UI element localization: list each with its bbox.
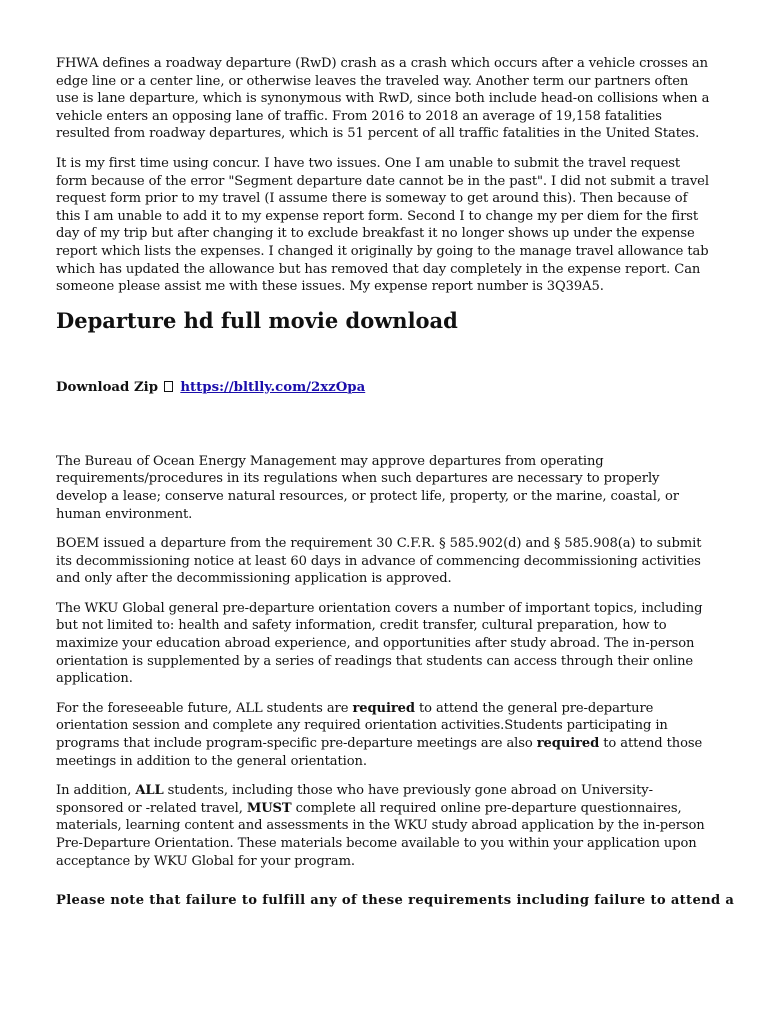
emphasis-required: required	[536, 736, 600, 752]
paragraph-online-requirements	[56, 782, 714, 870]
emphasis-must: MUST	[246, 800, 292, 816]
text-run: complete all required online pre-departure questionnaires, materials, learning content and assessments in the WKU study abroad application by the in-person Pre-Departure Orientation. These materials become available to you within your application upon acceptance by WKU Global for your program.	[56, 800, 705, 869]
spacer	[56, 397, 714, 453]
emphasis-required: required	[352, 700, 415, 716]
page-title: Departure hd full movie download	[56, 307, 458, 333]
paragraph-wku-orientation: The WKU Global general pre-departure orientation covers a number of important topics, including but not limited to: health and safety information, credit transfer, cultural preparation, how to maximize your education abroad experience, and opportunities after study abroad. The in-person orientation is supplemented by a series of readings that students can access through their online application.	[56, 600, 703, 687]
text-run: to attend the general pre-departure orientation session and complete any required orientation activities.Students participating in programs that include program-specific pre-departure meetings are also	[56, 700, 668, 752]
text-run: In addition,	[56, 783, 136, 799]
note-paragraph: Please note that failure to fulfill any of these requirements including failure to attend a	[56, 893, 735, 909]
paragraph-boem-decommissioning: BOEM issued a departure from the requirement 30 C.F.R. § 585.902(d) and § 585.908(a) to submit its decommissioning notice at least 60 days in advance of commencing decommissioning activities and only after the decommissioning application is approved.	[56, 536, 702, 587]
download-label: Download Zip	[56, 379, 159, 395]
download-link[interactable]: https://bltlly.com/2xzOpa	[180, 379, 366, 395]
paragraph-required-attendance	[56, 700, 714, 770]
paragraph-concur-issue: It is my first time using concur. I have two issues. One I am unable to submit the travel request form because of the error "Segment departure date cannot be in the past". I did not submit a travel request form prior to my travel (I assume there is someway to get around this). Then because of this I am unable to add it to my expense report form. Second I to change my per diem for the first day of my trip but after changing it to exclude breakfast it no longer shows up under the expense report which lists the expenses. I changed it originally by going to the manage travel allowance tab which has updated the allowance but has removed that day completely in the expense report. Can someone please assist me with these issues. My expense report number is 3Q39A5.	[56, 155, 709, 295]
paragraph-boem-approval: The Bureau of Ocean Energy Management may approve departures from operating requirements/procedures in its regulations when such departures are necessary to properly develop a lease; conserve natural resources, or protect life, property, or the marine, coastal, or human environment.	[56, 453, 679, 522]
download-line	[56, 379, 714, 397]
text-run: students, including those who have previously gone abroad on University-sponsored or -related travel,	[56, 783, 653, 816]
text-run: to attend those meetings in addition to the general orientation.	[56, 736, 703, 769]
missing-glyph-icon	[164, 381, 173, 392]
text-run: For the foreseeable future, ALL students are	[56, 700, 353, 716]
paragraph-rwd-definition: FHWA defines a roadway departure (RwD) crash as a crash which occurs after a vehicle crosses an edge line or a center line, or otherwise leaves the traveled way. Another term our partners often use is lane departure, which is synonymous with RwD, since both include head-on collisions when a vehicle enters an opposing lane of traffic. From 2016 to 2018 an average of 19,158 fatalities resulted from roadway departures, which is 51 percent of all traffic fatalities in the United States.	[56, 56, 710, 142]
emphasis-all: ALL	[135, 783, 164, 799]
